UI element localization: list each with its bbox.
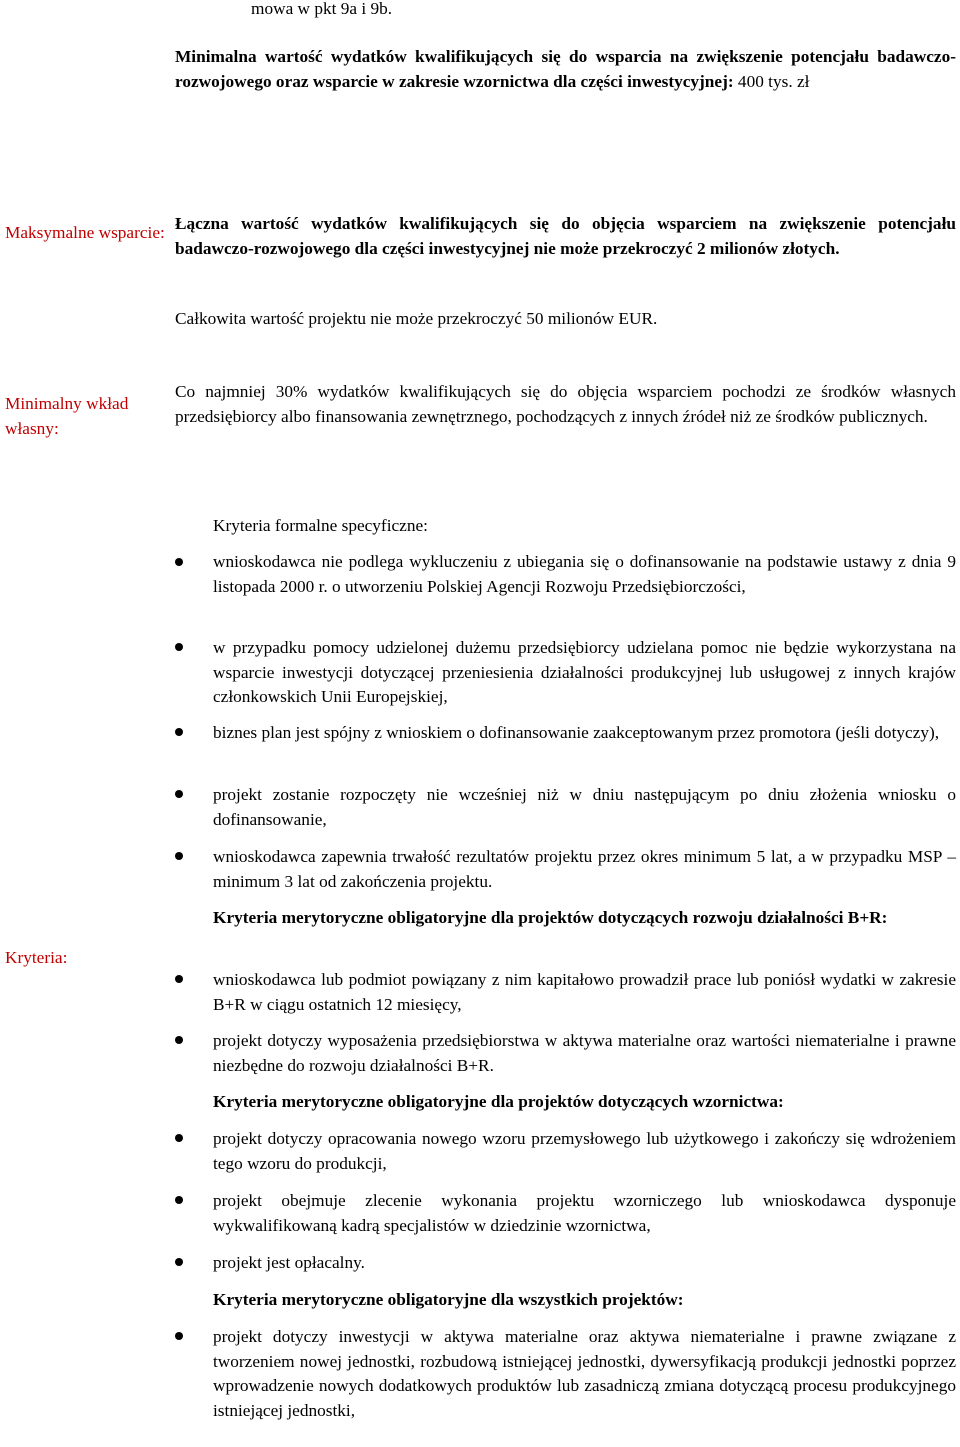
bullet-icon (175, 1196, 183, 1204)
list-item: projekt dotyczy opracowania nowego wzoru przemysłowego lub użytkowego i zakończy się wdrożeniem tego wzoru do produkcji, (213, 1129, 956, 1173)
minimum-value-bold: Minimalna wartość wydatków kwalifikujących się do wsparcia na zwiększenie potencjału badawczo-rozwojowego oraz wsparcie w zakresie wzornictwa dla części inwestycyjnej: (175, 47, 956, 91)
bullet-icon (175, 1332, 183, 1340)
list-item: projekt zostanie rozpoczęty nie wcześniej niż w dniu następującym po dniu złożenia wniosku o dofinansowanie, (213, 785, 956, 829)
bullet-icon (175, 728, 183, 736)
list-item: biznes plan jest spójny z wnioskiem o dofinansowanie zaakceptowanym przez promotora (jeśli dotyczy), (213, 723, 940, 742)
bullet-icon (175, 1134, 183, 1142)
list-item: wnioskodawca nie podlega wykluczeniu z ubiegania się o dofinansowanie na podstawie ustawy z dnia 9 listopada 2000 r. o utworzeniu Polskiej Agencji Rozwoju Przedsiębiorczości, (213, 552, 956, 596)
bullet-icon (175, 975, 183, 983)
design-criteria-heading: Kryteria merytoryczne obligatoryjne dla projektów dotyczących wzornictwa: (213, 1092, 784, 1111)
max-support-note: Całkowita wartość projektu nie może przekroczyć 50 milionów EUR. (175, 309, 658, 328)
all-projects-criteria-heading: Kryteria merytoryczne obligatoryjne dla wszystkich projektów: (213, 1290, 684, 1309)
max-support-label: Maksymalne wsparcie: (5, 223, 165, 242)
list-item: w przypadku pomocy udzielonej dużemu przedsiębiorcy udzielana pomoc nie będzie wykorzystana na wsparcie inwestycji dotyczącej przeniesienia działalności produkcyjnej lub usługowej z innych krajów członkowskich Unii Europejskiej, (213, 638, 956, 706)
own-contribution-text: Co najmniej 30% wydatków kwalifikujących się do objęcia wsparciem pochodzi ze środków własnych przedsiębiorcy albo finansowania zewnętrznego, pochodzących z innych źródeł niż ze środków publicznych. (175, 382, 956, 426)
top-fragment-text: mowa w pkt 9a i 9b. (251, 0, 393, 18)
list-item: projekt jest opłacalny. (213, 1253, 365, 1272)
bullet-icon (175, 1258, 183, 1266)
minimum-value-amount: 400 tys. zł (733, 71, 810, 91)
bullet-icon (175, 643, 183, 651)
br-criteria-heading: Kryteria merytoryczne obligatoryjne dla projektów dotyczących rozwoju działalności B+R: (213, 908, 888, 927)
minimum-value-paragraph (175, 45, 956, 94)
formal-criteria-heading: Kryteria formalne specyficzne: (213, 516, 428, 535)
criteria-label: Kryteria: (5, 948, 68, 967)
bullet-icon (175, 852, 183, 860)
own-contribution-label: Minimalny wkład własny: (5, 394, 129, 438)
list-item: projekt dotyczy inwestycji w aktywa materialne oraz aktywa niematerialne i prawne związane z tworzeniem nowej jednostki, rozbudową istniejącej jednostki, dywersyfikacją produkcji jednostki poprzez wprowadzenie nowych dodatkowych produktów lub zasadniczą zmiana dotyczącą procesu produkcyjnego istniejącej jednostki, (213, 1327, 956, 1420)
list-item: projekt dotyczy wyposażenia przedsiębiorstwa w aktywa materialne oraz wartości niematerialne i prawne niezbędne do rozwoju działalności B+R. (213, 1031, 956, 1075)
list-item: wnioskodawca lub podmiot powiązany z nim kapitałowo prowadził prace lub poniósł wydatki w zakresie B+R w ciągu ostatnich 12 miesięcy, (213, 970, 956, 1014)
list-item: projekt obejmuje zlecenie wykonania projektu wzorniczego lub wnioskodawca dysponuje wykwalifikowaną kadrą specjalistów w dziedzinie wzornictwa, (213, 1191, 956, 1235)
list-item: wnioskodawca zapewnia trwałość rezultatów projektu przez okres minimum 5 lat, a w przypadku MSP – minimum 3 lat od zakończenia projektu. (213, 847, 956, 891)
max-support-text: Łączna wartość wydatków kwalifikujących się do objęcia wsparciem na zwiększenie potencjału badawczo-rozwojowego dla części inwestycyjnej nie może przekroczyć 2 milionów złotych. (175, 214, 956, 258)
bullet-icon (175, 790, 183, 798)
bullet-icon (175, 1036, 183, 1044)
bullet-icon (175, 558, 183, 566)
